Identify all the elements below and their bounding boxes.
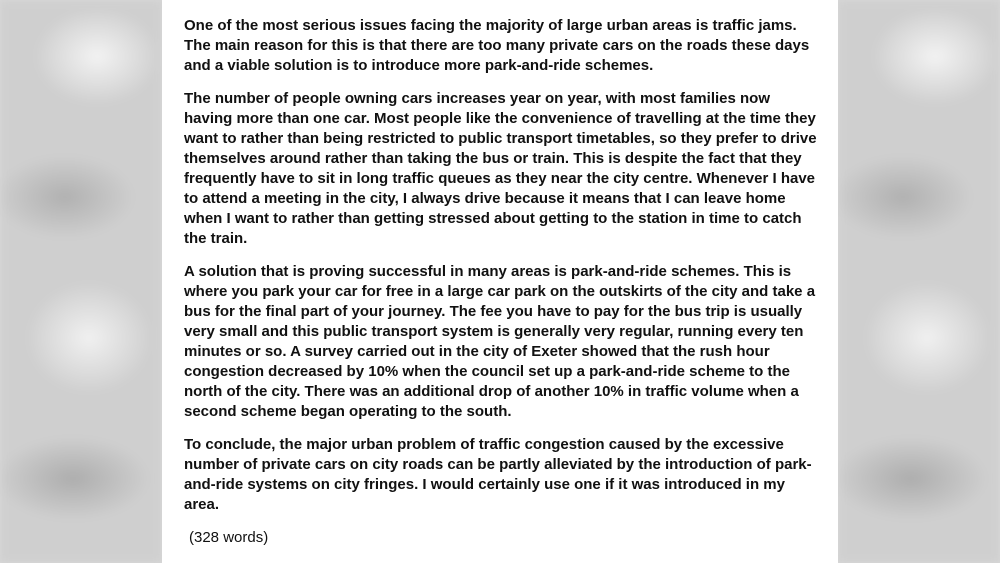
essay-document bbox=[162, 0, 838, 563]
essay-paragraph-solution: A solution that is proving successful in many areas is park-and-ride schemes. This is where you park your car for free in a large car park on the outskirts of the city and take a bus for the final part of your journey. The fee you have to pay for the bus trip is usually very small and this public transport system is generally very regular, running every ten minutes or so. A survey carried out in the city of Exeter showed that the rush hour congestion decreased by 10% when the council set up a park-and-ride scheme to the north of the city. There was an additional drop of another 10% in traffic volume when a second scheme began operating to the south. bbox=[184, 263, 816, 420]
blurred-background-right bbox=[838, 0, 1000, 563]
essay-paragraph-conclusion: To conclude, the major urban problem of traffic congestion caused by the excessive number of private cars on city roads can be partly alleviated by the introduction of park-and-ride systems on city fringes. I would certainly use one if it was introduced in my area. bbox=[184, 436, 812, 513]
blurred-background-left bbox=[0, 0, 162, 563]
essay-paragraph-problem: The number of people owning cars increases year on year, with most families now having more than one car. Most people like the convenience of travelling at the time they want to rather than being restricted to public transport timetables, so they prefer to drive themselves around rather than taking the bus or train. This is despite the fact that they frequently have to sit in long traffic queues as they near the city centre. Whenever I have to attend a meeting in the city, I always drive because it means that I can leave home when I want to rather than getting stressed about getting to the station in time to catch the train. bbox=[184, 90, 817, 247]
essay-paragraph-introduction: One of the most serious issues facing the majority of large urban areas is traffic jams. The main reason for this is that there are too many private cars on the roads these days and a viable solution is to introduce more park-and-ride schemes. bbox=[184, 17, 810, 74]
word-count: (328 words) bbox=[189, 529, 269, 546]
